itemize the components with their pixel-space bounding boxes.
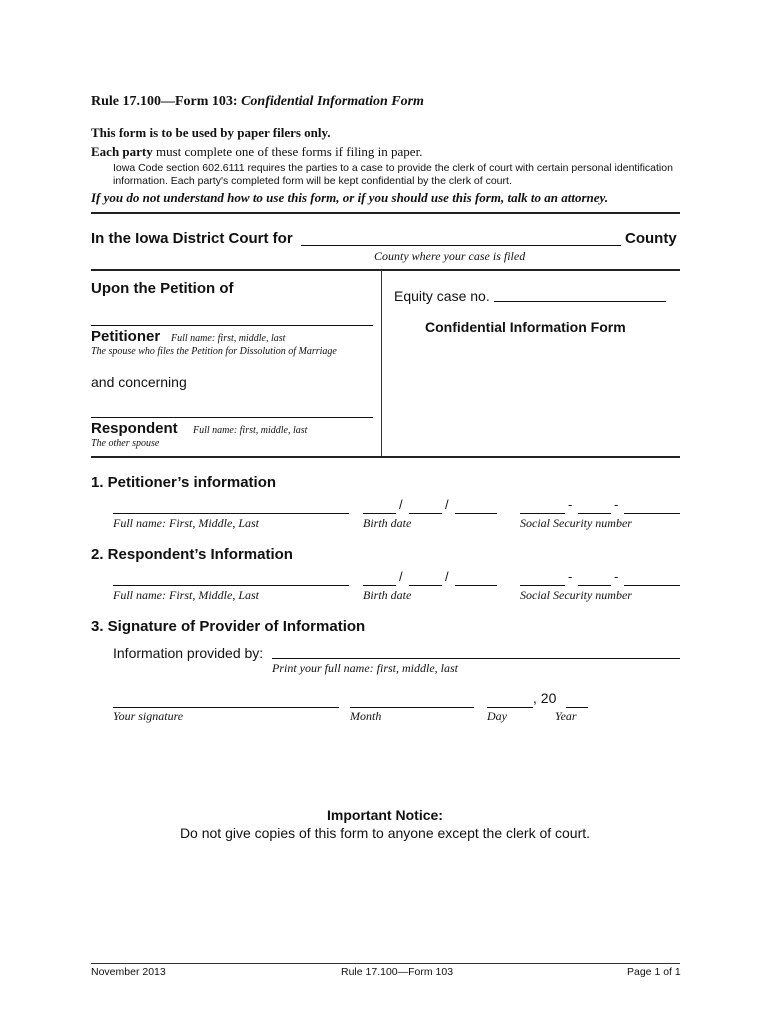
ssn-dash: -	[568, 569, 573, 584]
signature-line	[113, 693, 339, 708]
month-line	[350, 693, 474, 708]
notice-title: Important Notice:	[327, 807, 443, 823]
provider-name-input[interactable]	[272, 646, 680, 660]
respondent-ssn-3-line	[624, 571, 680, 586]
respondent-ssn-3-input[interactable]	[624, 573, 680, 587]
upon-petition-label: Upon the Petition of	[91, 280, 234, 297]
county-line	[301, 231, 621, 246]
year-prefix: , 20	[533, 690, 557, 706]
date-slash: /	[399, 569, 403, 584]
petitioner-ssn-1-input[interactable]	[520, 501, 565, 515]
notice-body: Do not give copies of this form to anyone except the clerk of court.	[179, 825, 591, 841]
petitioner-birth-month-line	[363, 499, 396, 514]
petitioner-birth-day-input[interactable]	[409, 501, 442, 515]
equity-case-label: Equity case no.	[394, 288, 490, 304]
respondent-ssn-caption: Social Security number	[520, 588, 632, 602]
divider-caption-bottom	[91, 456, 680, 458]
year-input[interactable]	[566, 695, 588, 709]
respondent-ssn-1-input[interactable]	[520, 573, 565, 587]
provider-name-line	[272, 644, 680, 659]
respondent-ssn-2-input[interactable]	[578, 573, 611, 587]
each-party-label: Each party	[91, 144, 153, 159]
respondent-fullname-input[interactable]	[113, 573, 349, 587]
month-caption: Month	[350, 709, 382, 723]
rule-number: Rule 17.100—Form 103:	[91, 94, 242, 109]
section-petitioner-info: 1. Petitioner’s information	[91, 474, 277, 491]
respondent-birth-month-line	[363, 571, 396, 586]
caption-form-title: Confidential Information Form	[425, 319, 626, 335]
month-input[interactable]	[350, 695, 474, 709]
iowa-code-line-2: information. Each party's completed form will be kept confidential by the clerk of court.	[113, 175, 512, 187]
petitioner-note: The spouse who files the Petition for Dissolution of Marriage	[91, 346, 337, 357]
respondent-birth-caption: Birth date	[363, 588, 412, 602]
county-input[interactable]	[301, 233, 621, 247]
attorney-note: If you do not understand how to use this form, or if you should use this form, talk to an attorney.	[91, 190, 609, 205]
court-suffix: County	[625, 230, 677, 247]
petitioner-label: Petitioner	[91, 328, 161, 345]
divider-top	[91, 212, 680, 214]
footer-form: Rule 17.100—Form 103	[341, 966, 454, 978]
county-caption: County where your case is filed	[374, 249, 526, 263]
petitioner-fullname-input[interactable]	[113, 501, 349, 515]
day-caption: Day	[487, 709, 507, 723]
provided-by-label: Information provided by:	[113, 645, 264, 661]
court-prefix: In the Iowa District Court for	[91, 230, 293, 247]
caption-divider	[381, 270, 382, 457]
respondent-ssn-2-line	[578, 571, 611, 586]
and-concerning-label: and concerning	[91, 374, 187, 390]
petitioner-birth-year-line	[455, 499, 497, 514]
each-party-note	[91, 144, 422, 160]
petitioner-fullname-line	[113, 499, 349, 514]
iowa-code-note	[113, 162, 673, 188]
date-slash: /	[445, 497, 449, 512]
respondent-label: Respondent	[91, 420, 178, 437]
petitioner-ssn-3-input[interactable]	[624, 501, 680, 515]
ssn-dash: -	[568, 497, 573, 512]
petitioner-birth-caption: Birth date	[363, 516, 412, 530]
signature-input[interactable]	[113, 695, 339, 709]
petitioner-ssn-caption: Social Security number	[520, 516, 632, 530]
year-line	[566, 693, 588, 708]
section-signature: 3. Signature of Provider of Information	[91, 618, 366, 635]
form-title: Confidential Information Form	[241, 94, 424, 109]
petitioner-name-line	[91, 311, 373, 326]
respondent-birth-day-line	[409, 571, 442, 586]
petitioner-name-input[interactable]	[91, 313, 373, 327]
respondent-name-input[interactable]	[91, 405, 373, 419]
respondent-name-line	[91, 403, 373, 418]
respondent-birth-month-input[interactable]	[363, 573, 396, 587]
petitioner-ssn-1-line	[520, 499, 565, 514]
iowa-code-line-1: Iowa Code section 602.6111 requires the parties to a case to provide the clerk of court with certain personal identification	[113, 162, 673, 174]
respondent-fullname-caption: Full name: First, Middle, Last	[113, 588, 259, 602]
petitioner-birth-day-line	[409, 499, 442, 514]
date-slash: /	[399, 497, 403, 512]
equity-case-input[interactable]	[494, 289, 666, 303]
petitioner-ssn-3-line	[624, 499, 680, 514]
ssn-dash: -	[614, 497, 619, 512]
respondent-fullname-line	[113, 571, 349, 586]
form-heading	[91, 94, 424, 110]
ssn-dash: -	[614, 569, 619, 584]
footer-divider	[91, 963, 680, 964]
respondent-note: The other spouse	[91, 438, 160, 449]
divider-caption-top	[91, 269, 680, 271]
year-caption: Year	[555, 709, 577, 723]
section-respondent-info: 2. Respondent’s Information	[91, 546, 293, 563]
respondent-birth-year-input[interactable]	[455, 573, 497, 587]
print-name-caption: Print your full name: first, middle, last	[272, 661, 458, 675]
respondent-birth-year-line	[455, 571, 497, 586]
respondent-ssn-1-line	[520, 571, 565, 586]
day-input[interactable]	[487, 695, 533, 709]
petitioner-ssn-2-line	[578, 499, 611, 514]
respondent-birth-day-input[interactable]	[409, 573, 442, 587]
petitioner-birth-month-input[interactable]	[363, 501, 396, 515]
petitioner-hint: Full name: first, middle, last	[171, 333, 286, 344]
petitioner-birth-year-input[interactable]	[455, 501, 497, 515]
day-line	[487, 693, 533, 708]
respondent-hint: Full name: first, middle, last	[193, 425, 308, 436]
equity-case-line	[494, 287, 666, 302]
footer-page: Page 1 of 1	[627, 966, 681, 978]
date-slash: /	[445, 569, 449, 584]
paper-filers-note: This form is to be used by paper filers only.	[91, 125, 331, 140]
each-party-text: must complete one of these forms if filing in paper.	[152, 144, 423, 159]
footer-date: November 2013	[91, 966, 166, 978]
petitioner-fullname-caption: Full name: First, Middle, Last	[113, 516, 259, 530]
petitioner-ssn-2-input[interactable]	[578, 501, 611, 515]
signature-caption: Your signature	[113, 709, 184, 723]
